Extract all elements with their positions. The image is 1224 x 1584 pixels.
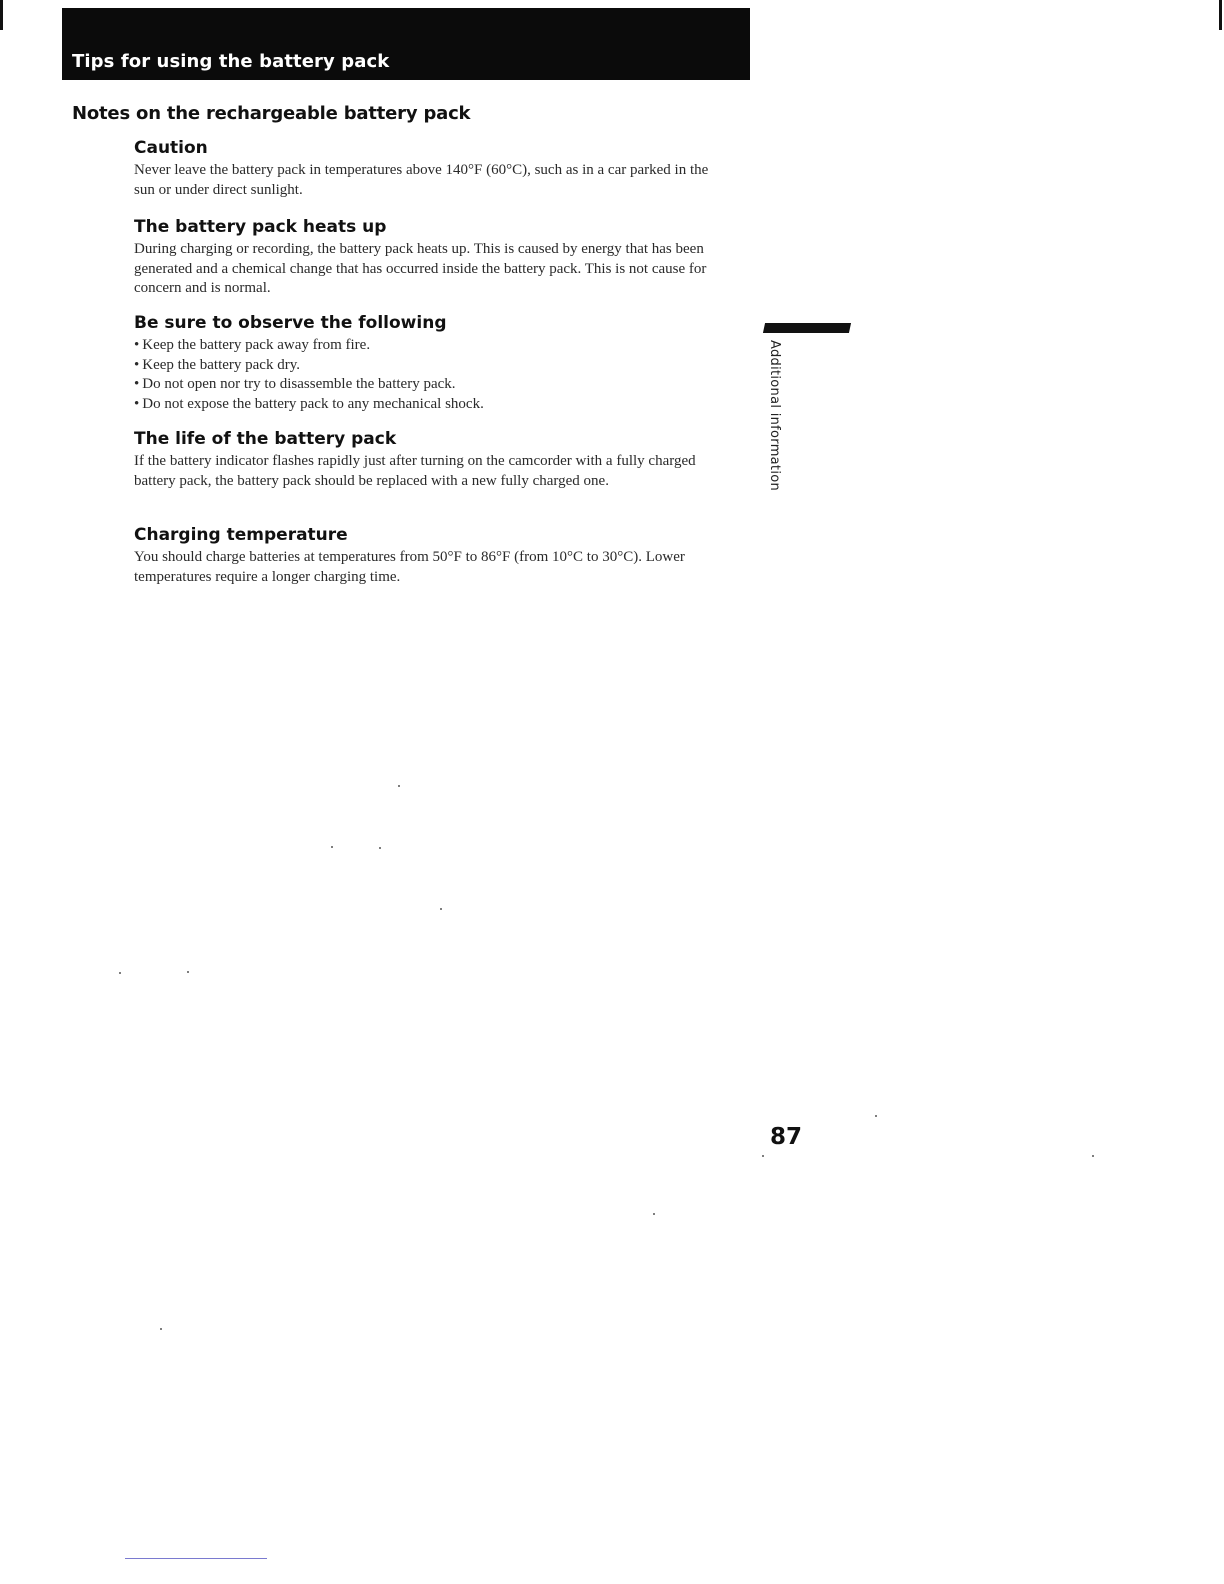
crop-mark-right xyxy=(1219,0,1222,30)
section-heading: The battery pack heats up xyxy=(134,217,387,237)
header-bar xyxy=(62,8,750,80)
scan-speck xyxy=(160,1328,162,1330)
list-item: • Do not expose the battery pack to any mechanical shock. xyxy=(134,395,744,415)
section-heading: Be sure to observe the following xyxy=(134,313,447,333)
scan-speck xyxy=(875,1115,877,1117)
scan-speck xyxy=(440,908,442,910)
section-body: Never leave the battery pack in temperatures above 140°F (60°C), such as in a car parked in the sun or under direct sunlight. xyxy=(134,162,709,198)
main-heading: Notes on the rechargeable battery pack xyxy=(72,103,471,124)
footer-rule xyxy=(125,1558,267,1559)
section-body: If the battery indicator flashes rapidly just after turning on the camcorder with a fully charged battery pack, the battery pack should be replaced with a new fully charged one. xyxy=(134,453,696,489)
list-item: • Do not open nor try to disassemble the battery pack. xyxy=(134,375,744,395)
page-number: 87 xyxy=(770,1124,803,1150)
scan-speck xyxy=(1092,1155,1094,1157)
section-body: During charging or recording, the battery pack heats up. This is caused by energy that has been generated and a chemical change that has occurred inside the battery pack. This is not cause for concern and is normal. xyxy=(134,241,707,296)
section-heading: Caution xyxy=(134,138,208,158)
scan-speck xyxy=(331,846,333,848)
list-item: • Keep the battery pack away from fire. xyxy=(134,336,744,356)
scan-speck xyxy=(379,847,381,849)
scan-speck xyxy=(119,972,121,974)
section-heats-up xyxy=(134,217,744,299)
scan-speck xyxy=(398,785,400,787)
section-observe xyxy=(134,313,744,414)
bullet-list xyxy=(134,336,744,414)
list-item: • Keep the battery pack dry. xyxy=(134,356,744,376)
section-charging-temp xyxy=(134,525,744,587)
section-body: You should charge batteries at temperatures from 50°F to 86°F (from 10°C to 30°C). Lower temperatures require a longer charging time. xyxy=(134,549,685,585)
scan-speck xyxy=(187,971,189,973)
section-tab-marker xyxy=(763,323,851,333)
side-tab-label: Additional information xyxy=(767,340,782,492)
section-heading: The life of the battery pack xyxy=(134,429,397,449)
scan-speck xyxy=(762,1155,764,1157)
section-heading: Charging temperature xyxy=(134,525,348,545)
crop-mark-left xyxy=(0,0,3,30)
page-title: Tips for using the battery pack xyxy=(72,51,390,72)
section-battery-life xyxy=(134,429,744,491)
scan-speck xyxy=(653,1213,655,1215)
section-caution xyxy=(134,138,744,200)
